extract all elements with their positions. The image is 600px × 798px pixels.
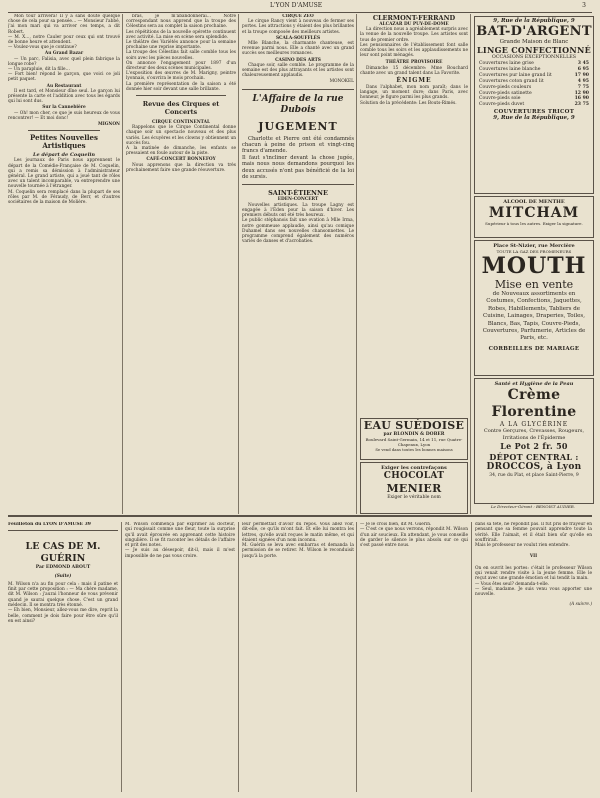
cirque-zeo-title: CIRQUE ZÉO <box>282 14 314 19</box>
feuilleton-col-4: — Je le crois bien, dit M. Guérin. — C'est ce que nous verrons, répondit M. Wilson d'un air soucieux. En attendant, je vous conseille de garder le silence le plus absolu sur ce qui s'est passé entre nous. <box>360 522 468 549</box>
col2-separator <box>136 95 226 96</box>
feuilleton-col-3: leur permettait d'avoir du repos. Vous allez voir, dit-elle, ce qu'ils m'ont fait. Et elle lui montra les lettres, qu'elle avait reçues le matin même, et qui étaient signées d'un nom inconnu. M. Guérin se leva avec embarras et demanda la permission de se retirer. M. Wilson le reconduisit jusqu'à la porte. <box>242 522 354 559</box>
mouth-foot: CORBEILLES DE MARIAGE <box>488 345 580 352</box>
eau-suedoise-addr: Boulevard Saint-Germain, 14 et 11, rue Quatre-Chapeaux, Lyon <box>365 437 463 447</box>
bat-argent-ad <box>474 16 594 194</box>
col1-title-bazar: Au Grand Bazar <box>44 51 84 57</box>
price-value: 16 90 <box>574 96 589 102</box>
cirque-continental-title: CIRQUE CONTINENTAL <box>151 120 210 126</box>
eau-suedoise-small: Se vend dans toutes les bonnes maisons <box>375 447 453 452</box>
casino-text: Chaque soir, salle comble. Le programme de la semaine est des plus attrayants et les artistes sont chaleureusement applaudis. <box>242 62 354 79</box>
petites-nouvelles-subtitle: Le départ de Coquelin <box>32 152 95 159</box>
column-rule-4 <box>470 14 471 514</box>
theatre-title: THÉÂTRE PROVISOIRE <box>385 60 443 66</box>
enigme-text: Dans l'alphabet, mon nom paraît; dans le langage, un moment dure; dans Paris, avec honneur, je figure parmi les plus grands. Solution de la précédente: Les Bouts-Rimés. <box>360 85 468 106</box>
feuilleton-col-1 <box>8 522 118 792</box>
eau-suedoise-title: EAU SUÉDOISE <box>363 419 465 432</box>
column-rule-2 <box>238 14 239 514</box>
feuilleton-col-5 <box>475 522 592 792</box>
bat-argent-top: 9, Rue de la République, 9 <box>493 18 575 24</box>
couvertures-tricot: COUVERTURES TRICOT <box>493 109 575 116</box>
header-rule <box>8 12 592 13</box>
page-header <box>0 2 600 12</box>
occasions-title: OCCASIONS EXCEPTIONNELLES <box>491 55 577 60</box>
mitcham-brand: MITCHAM <box>488 205 580 221</box>
affaire-title: L'Affaire de la rue Dubois <box>252 93 344 115</box>
gerant: Le Directeur-Gérant : BENOIST AUDIER. <box>490 504 576 509</box>
scala-text: Mlle Blanche, la charmante chanteuse, est revenue parmi nous. Elle a chanté avec un grand succès ses meilleures romances. <box>242 41 354 57</box>
col2-text: bras, je m'abandonnerai… Notre correspondant nous apprend que la troupe des Célestins sera au complet la saison prochaine. Les répétitions de la nouvelle opérette continuent avec activité. La mise en scène sera splendide. Le théâtre des Variétés annonce pour la semaine prochaine une reprise importante. La troupe des Célestins fait salle comble tous les soirs avec les pièces nouvelles. On annonce l'engagement pour 1897 d'un directeur des deux scènes municipales. L'exposition des œuvres de M. Marigny, peintre lyonnais, s'ouvrira le mois prochain. La première représentation de la saison a été donnée hier soir devant une salle brillante. <box>126 14 236 92</box>
feuilleton-rule-2 <box>238 522 239 792</box>
exiger-nom: Exiger le véritable nom <box>387 495 441 500</box>
col1-title-restaurant: Au Restaurant <box>46 83 82 89</box>
column-2 <box>126 14 236 514</box>
price-row <box>479 102 589 108</box>
chocolat-label: CHOCOLAT <box>383 471 445 481</box>
col1-separator <box>28 130 100 131</box>
enigme-title: ÉNIGME <box>396 77 432 85</box>
feuilleton-author: Par EDMOND ABOUT <box>35 565 91 571</box>
casino-title: CASINO DES ARTS <box>275 57 321 63</box>
cafe-concert-text: Nous apprenons que la direction va très prochainement faire une grande réouverture. <box>126 162 236 173</box>
chocolat-menier-ad <box>360 462 468 514</box>
price-value: 6 95 <box>577 66 589 72</box>
scala-title: SCALA-SOUFFLÉS <box>275 35 321 41</box>
col3-separator-2 <box>242 184 354 185</box>
feuilleton-label <box>8 522 118 527</box>
mitcham-ad <box>474 196 594 238</box>
price-label: Couvre-pieds couleurs <box>479 84 532 90</box>
theatre-text: Dimanche 15 décembre: Mme Bouchard chante avec un grand talent dans La Favorite. <box>360 65 468 76</box>
feuilleton-a-suivre: (A suivre.) <box>569 601 592 607</box>
price-label: Couvre-pieds duvet <box>479 102 525 108</box>
feuilleton-number: 39 <box>84 522 91 527</box>
depot-title: DÉPOT CENTRAL : <box>489 452 579 462</box>
creme-florentine-ad <box>474 378 594 504</box>
price-list <box>475 60 593 109</box>
bat-argent-brand: BAT-D'ARGENT <box>476 24 592 39</box>
feuilleton-rule-1 <box>121 522 122 792</box>
feuilleton-rule-4 <box>471 522 472 792</box>
petites-nouvelles-text: Les journaux de Paris nous apprennent le départ de la Comédie-Française de M. Coquelin, qui a remis sa démission à l'administrateur général. Le grand artiste, qui a joué tant de rôles avec un talent incomparable, va entreprendre une nouvelle tournée à l'étranger. M. Coquelin sera remplacé dans la plupart de ses rôles par M. de Féraudy, de Berr, et d'autres sociétaires de la maison de Molière. <box>8 158 120 206</box>
mouth-top: Place St-Nizier, rue Mercière <box>493 243 575 249</box>
price-value: 7 75 <box>577 84 589 90</box>
feuilleton-col-2: M. Wilson commença par exprimer au docteur, qui rougissait comme une fleur, toute la surprise qu'il avait éprouvée en apprenant cette histoire singulière. Il se fit raconter les détails de l'affaire et prit des notes. — Je suis au désespoir, dit-il, mais il m'est impossible de ne pas vous croire. <box>125 522 235 559</box>
column-rule-1 <box>122 14 123 514</box>
revue-cirques-title: Revue des Cirques et Concerts <box>142 100 220 117</box>
price-label: Couvertures laine grise <box>479 61 534 66</box>
creme-top: Santé et Hygiène de la Peau <box>494 381 574 387</box>
col3-separator-1 <box>242 89 354 90</box>
col1-text-2: — Un parc, Falisia, avec quel plein fabrique la longue robe? — Un parapluie, dit la fille… — Fort bien! répond le garçon, que voici ce joli petit paquet. <box>8 56 120 83</box>
mouth-ad <box>474 240 594 376</box>
petites-nouvelles-title: Petites Nouvelles Artistiques <box>30 133 98 151</box>
linge-title: LINGE CONFECTIONNÉ <box>477 45 591 55</box>
feuilleton-p1: M. Wilson n'a au fin pour cela : mais il patine et finit par cette proposition : — Ma chère madame, dit M. Wilson : j'aurai l'honneur de vous prévenir quand je saurai quelque chose. C'est un grand médecin. Il se montra très étonné. — Eh bien, Monsieur, allez-vous me dire, reprit la belle, comment je dois faire pour être sûre qu'il en est ainsi? <box>8 581 118 624</box>
feuilleton-p5: dans sa tête, ne répondit pas. Il fut pris de frayeur en pensant que sa femme pouvait apprendre toute la vérité. Elle l'aimait, et il était bien sûr qu'elle en souffrirait. Mais le professeur ne voulut rien entendre. <box>475 522 592 549</box>
cafe-concert-title: CAFÉ-CONCERT BONNEFOY <box>146 157 216 163</box>
saint-etienne-title: SAINT-ÉTIENNE <box>268 189 328 198</box>
column-3 <box>242 14 354 514</box>
col1-text-4: — Oh! mon cher, ce que je suis heureux de vous rencontrer! — Et moi donc! <box>8 110 120 121</box>
eau-suedoise-sub: par BLONDIN & DOBER <box>383 432 445 437</box>
clermont-title: CLERMONT-FERRAND <box>372 14 456 22</box>
creme-sub: A LA GLYCÉRINE <box>499 421 569 428</box>
price-value: 17 90 <box>574 72 589 78</box>
creme-price: Le Pot 2 fr. 50 <box>500 441 568 451</box>
eden-title: EDEN-CONCERT <box>277 197 319 203</box>
col1-text-1: Mon tour arrivera! Il y a sans doute quelque chose de cela pour sa pensée… — Monsieur l'abbé, j'ai mon mari qui va arriver ces temps, a dit Robert. — M. X…, notre Cauler pour ceux qui ont trouvé de bonne heure et attendent. — Voulez-vous que je continue? <box>8 14 120 51</box>
header-title: L'YON D'AMUSE <box>270 2 323 9</box>
mitcham-small: Supérieur à tous les autres. Exiger la signature. <box>485 221 583 226</box>
cirque-continental-text: Rappelons que le Cirque Continental donne chaque soir un spectacle nouveau et des plus variés. Les écuyères et les clowns y obtiennent un succès fou. A la matinée de dimanche, les enfants se pressaient en foule autour de la piste. <box>126 125 236 157</box>
alcazar-title: ALCAZAR DU PUY-DE-DOME <box>379 22 449 27</box>
creme-brand: Crème Florentine <box>491 387 577 420</box>
feuilleton-rule <box>8 515 592 517</box>
price-label: Couvre-pieds satinette <box>479 90 532 96</box>
price-value: 4 95 <box>577 78 589 84</box>
jugement-title: JUGEMENT <box>258 119 338 133</box>
page-number: 3 <box>582 2 586 9</box>
mouth-text: de Nouveaux assortiments en Costumes, Confections, Jaquettes, Robes, Habillements, Tabliers de Cuisine, Lainages, Draperies, Toiles, Blancs, Bas, Tapis, Couvre-Pieds, Couvertures, Parfumerie, Articles de Paris, etc. <box>482 291 586 342</box>
feuilleton-part: VII <box>529 554 538 560</box>
price-label: Couvertures coton grand lit <box>479 78 544 84</box>
eau-suedoise-ad <box>360 418 468 460</box>
affaire-text: Charlotte et Pierre ont été condamnés chacun à peine de prison et vingt-cinq francs d'amende. Il faut s'incliner devant la chose jugée, mais nous nous demandons pourquoi les deux accusés n'ont pas bénéficié de la loi de sursis. <box>242 135 354 181</box>
mouth-brand: MOUTH <box>481 253 587 279</box>
price-value: 12 90 <box>574 90 589 96</box>
column-rule-3 <box>356 14 357 514</box>
exiger-title: Exiger les contrefaçons <box>381 465 447 471</box>
col1-signature: MIGNON <box>97 122 120 128</box>
col1-title-cannebiere: Sur la Cannebière <box>42 105 86 111</box>
feuilleton-sep <box>8 530 118 531</box>
price-label: Couvertures laine blanche <box>479 66 541 72</box>
feuilleton-label-text: Feuilleton du LYON D'AMUSE <box>8 522 84 527</box>
mitcham-top: ALCOOL DE MENTHE <box>503 199 565 205</box>
col1-text-3: Il est tard, et Monsieur dîne seul. Le garçon lui présente la carte et l'addition avec tous les égards qui lui sont dus. <box>8 88 120 105</box>
feuilleton-p6: On en ouvrit les portes: c'était le professeur Wilson qui venait rendre visite à la jeune femme. Elle le reçut avec une grande émotion et lui tendit la main. — Vous êtes seul? demanda-t-elle. — Seul, madame. Je suis venu vous apporter une nouvelle. <box>475 565 592 598</box>
eden-text: Nouvelles artistiques. La troupe Lagny est engagée à l'Éden pour la saison d'hiver. Les premiers débuts ont été très heureux. Le public stéphanois fait une ovation à Mlle Irma, notre gommeuse applaudie, ainsi qu'au comique Duhamel dans ses nouvelles chansonnettes. Le programme comprend également des numéros variés de danses et d'acrobaties. <box>242 202 354 245</box>
droccos-addr: 34, rue du Plat, et place Saint-Pierre, 9 <box>489 473 579 478</box>
price-value: 23 75 <box>574 102 589 108</box>
menier-label: MENIER <box>386 482 442 495</box>
price-label: Couvre-pieds soie <box>479 96 521 102</box>
feuilleton-rule-3 <box>356 522 357 792</box>
column-1 <box>8 14 120 514</box>
col3-signature: MONOKEL <box>329 79 354 85</box>
price-label: Couvertures pur laine grand lit <box>479 72 552 78</box>
mouth-sub: TOUTE LA GAZ DES PROMENEURS <box>496 249 572 254</box>
price-value: 3 45 <box>577 61 589 66</box>
bat-argent-sub: Grande Maison de Blanc <box>499 39 569 45</box>
bat-argent-foot: 9, Rue de la République, 9 <box>493 115 575 122</box>
cirque-zeo-text: Le cirque Rancy vient à nouveau de fermer ses portes. Les attractions y étaient des plus brillantes et la troupe composée des meilleurs artistes. <box>242 19 354 35</box>
creme-text: Contre Gerçures, Crevasses, Rougeurs, Irritations de l'Épiderme <box>483 428 585 441</box>
alcazar-text: La direction nous a agréablement surpris avec la venue de la nouvelle troupe. Les artistes sont tous de premier ordre. Les pensionnaires de l'établissement font salle comble tous les soirs et les applaudissements ne leur sont point ménagés. <box>360 27 468 59</box>
mouth-mise-en-vente: Mise en vente <box>494 278 574 291</box>
feuilleton-title: LE CAS DE M. GUÉRIN <box>25 541 101 565</box>
feuilleton-suite: (Suite) <box>54 573 72 579</box>
droccos-name: DROCCOS, à Lyon <box>486 462 582 472</box>
